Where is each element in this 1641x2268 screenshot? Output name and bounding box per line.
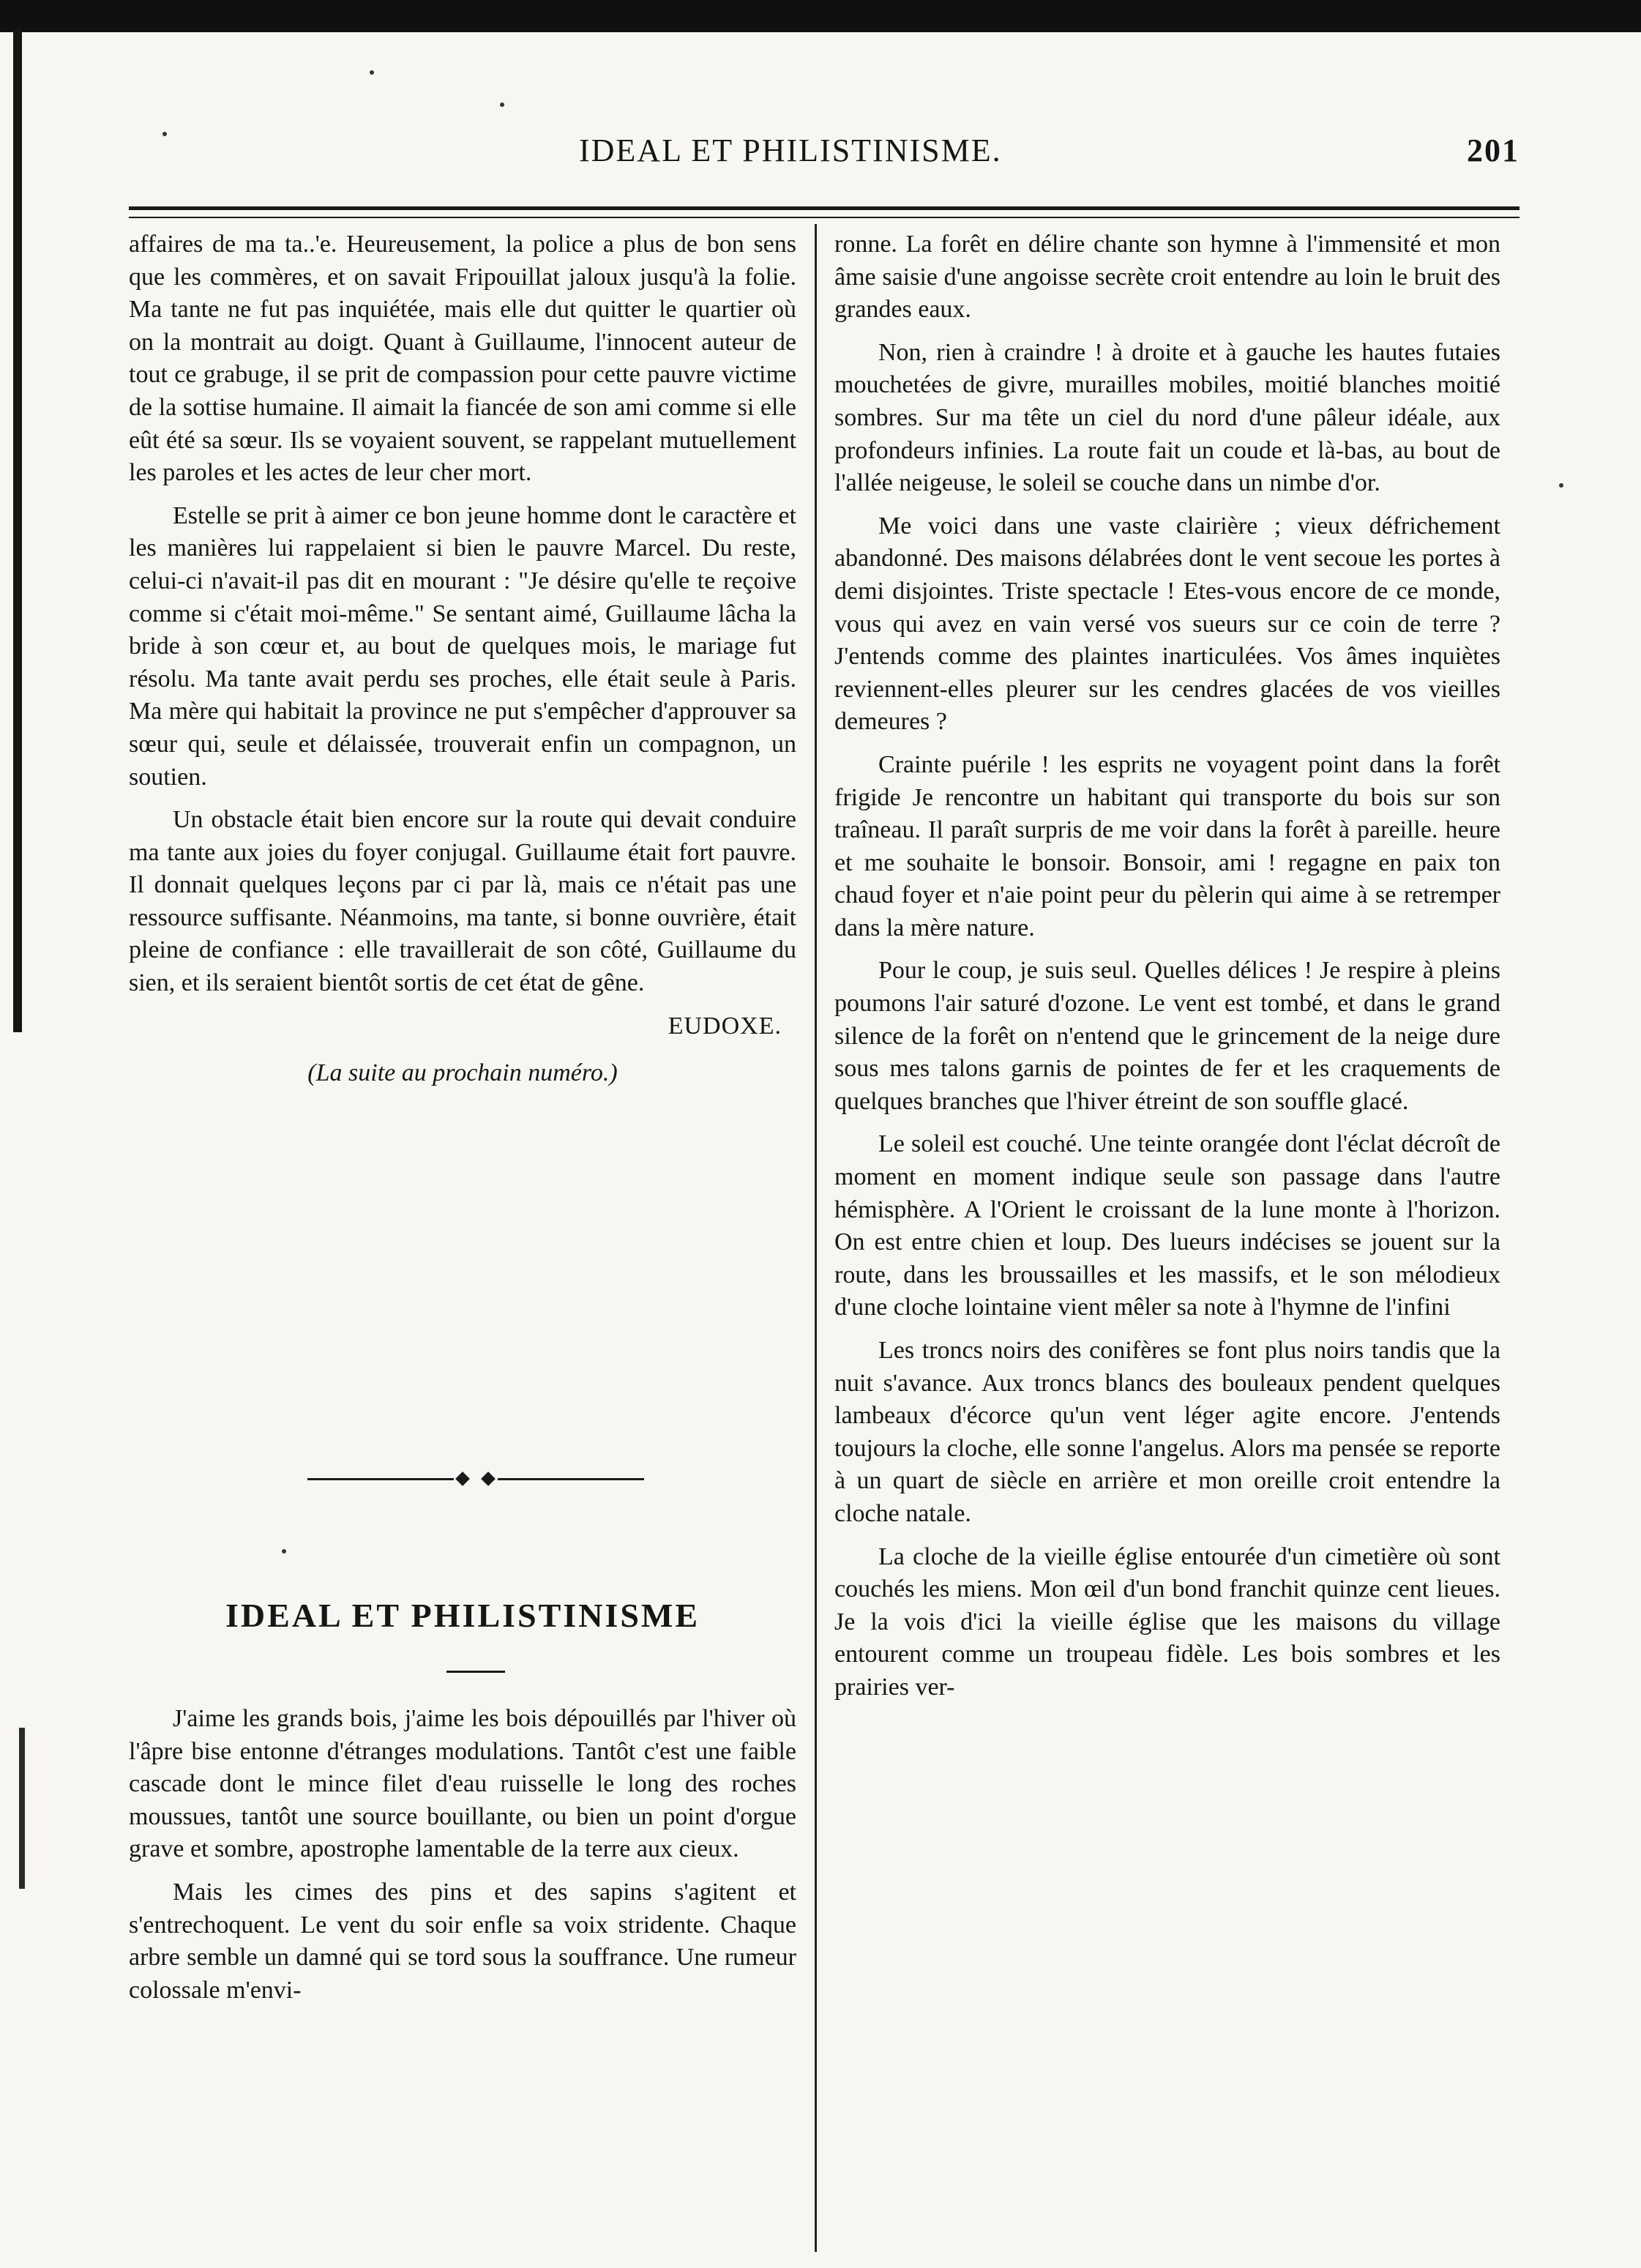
scan-speck <box>370 70 374 75</box>
scan-left-margin-mark-lower <box>19 1728 25 1889</box>
ornament-line <box>307 1478 454 1480</box>
sequel-note: (La suite au prochain numéro.) <box>307 1059 618 1087</box>
section-title: IDEAL ET PHILISTINISME <box>225 1597 700 1634</box>
scan-speck <box>162 132 167 136</box>
ornament-diamond <box>455 1471 470 1486</box>
paragraph: J'aime les grands bois, j'aime les bois dépouillés par l'hiver où l'âpre bise entonne d'étranges modulations. Tantôt c'est une faible cascade dont le mince filet d'eau ruisselle le long des roches moussues, tantôt une source bouillante, ou bien un point d'orgue grave et sombre, apostrophe lamentable de la terre aux cieux. <box>129 1705 796 1863</box>
scan-speck <box>500 102 504 107</box>
paragraph: Mais les cimes des pins et des sapins s'agitent et s'entrechoquent. Le vent du soir enfle sa voix stridente. Chaque arbre semble un damné qui se tord sous la souffrance. Une rumeur colossale m'envi- <box>129 1878 796 2004</box>
scan-speck <box>1559 483 1563 488</box>
column-divider <box>815 224 817 2252</box>
header-double-rule <box>129 206 1519 218</box>
paragraph: affaires de ma ta..'e. Heureusement, la police a plus de bon sens que les commères, et on savait Fripouillat jaloux jusqu'à la folie. Ma tante ne fut pas inquiétée, mais elle dut quitter le quartier où on la montrait au doigt. Quant à Guillaume, l'innocent auteur de tout ce grabuge, il se prit de compassion pour cette pauvre victime de la sottise humaine. Il aimait la fiancée de son ami comme si elle eût été sa sœur. Ils se voyaient souvent, se rappelant mutuellement les paroles et les actes de leur cher mort. <box>129 231 796 487</box>
running-title: IDEAL ET PHILISTINISME. <box>579 133 1002 168</box>
page-header <box>129 132 1519 183</box>
paragraph: Me voici dans une vaste clairière ; vieux défrichement abandonné. Des maisons délabrées dont le vent secoue les portes à demi disjointes. Triste spectacle ! Etes-vous encore de ce monde, vous qui avez en vain versé vos sueurs sur ce coin de terre ? J'entends comme des plaintes inarticulées. Vos âmes inquiètes reviennent-elles pleurer sur les cendres glacées de vos vieilles demeures ? <box>834 512 1500 736</box>
paragraph: Crainte puérile ! les esprits ne voyagent point dans la forêt frigide Je rencontre un habitant qui transporte du bois sur son traîneau. Il paraît surpris de me voir dans la forêt à pareille. heure et me souhaite le bonsoir. Bonsoir, ami ! regagne en paix ton chaud foyer et n'aie point peur du pèlerin qui aime à se retremper dans la mère nature. <box>834 750 1500 941</box>
scan-top-border <box>0 0 1641 32</box>
paragraph: ronne. La forêt en délire chante son hymne à l'immensité et mon âme saisie d'une angoisse secrète croit entendre au loin le bruit des grandes eaux. <box>834 231 1500 324</box>
paragraph: Estelle se prit à aimer ce bon jeune homme dont le caractère et les manières lui rappelaient si bien le pauvre Marcel. Du reste, celui-ci n'avait-il pas dit en mourant : "Je désire qu'elle te reçoive comme si c'était moi-même." Se sentant aimé, Guillaume lâcha la bride à son cœur et, au bout de quelques mois, le mariage fut résolu. Ma tante avait perdu ses proches, elle était seule à Paris. Ma mère qui habitait la province ne put s'empêcher d'approuver sa sœur qui, seule et délaissée, trouverait enfin un compagnon, un soutien. <box>129 501 796 791</box>
scan-left-margin-mark <box>13 29 22 1032</box>
paragraph: Un obstacle était bien encore sur la route qui devait conduire ma tante aux joies du foyer conjugal. Guillaume était fort pauvre. Il donnait quelques leçons par ci par là, mais ce n'était pas une ressource suffisante. Néanmoins, ma tante, si bonne ouvrière, était pleine de confiance : elle travaillerait de son côté, Guillaume du sien, et ils seraient bientôt sortis de cet état de gêne. <box>129 806 796 997</box>
paragraph: Les troncs noirs des conifères se font plus noirs tandis que la nuit s'avance. Aux troncs blancs des bouleaux pendent quelques lambeaux d'écorce qu'un vent léger agite encore. J'entends toujours la cloche, elle sonne l'angelus. Alors ma pensée se reporte à un quart de siècle en arrière et mon oreille croit entendre la cloche natale. <box>834 1337 1500 1527</box>
right-column <box>834 228 1500 1715</box>
title-short-rule <box>446 1671 505 1673</box>
section-ornament <box>307 1471 644 1486</box>
ornament-diamond <box>481 1471 496 1486</box>
paragraph: La cloche de la vieille église entourée d'un cimetière où sont couchés les miens. Mon œil d'un bond franchit quinze cent lieues. Je la vois d'ici la vieille église que les maisons du village entourent comme un troupeau fidèle. Les bois sombres et les prairies ver- <box>834 1543 1500 1701</box>
paragraph: Non, rien à craindre ! à droite et à gauche les hautes futaies mouchetées de givre, murailles mobiles, moitié blanches moitié sombres. Sur ma tête un ciel du nord d'une pâleur idéale, aux profondeurs infinies. La route fait un coude et là-bas, au bout de l'allée neigeuse, le soleil se couche dans un nimbe d'or. <box>834 338 1500 497</box>
paragraph: Pour le coup, je suis seul. Quelles délices ! Je respire à pleins poumons l'air saturé d'ozone. Le vent est tombé, et dans le grand silence de la forêt on n'entend que le grincement de la neige dure sous mes talons garnis de pointes de fer et les craquements de quelques branches que l'hiver étreint de son souffle glacé. <box>834 957 1500 1115</box>
ornament-line <box>498 1478 644 1480</box>
scan-speck <box>282 1549 286 1553</box>
section-body <box>129 1703 796 2017</box>
author-signature: EUDOXE. <box>668 1012 782 1040</box>
page-number: 201 <box>1467 133 1519 168</box>
left-column <box>129 228 796 1090</box>
paragraph: Le soleil est couché. Une teinte orangée dont l'éclat décroît de moment en moment indique seule son passage dans l'autre hémisphère. A l'Orient le croissant de la lune monte à l'horizon. On est entre chien et loup. Des lueurs indécises se jouent sur la route, dans les broussailles et les massifs, et le son mélodieux d'une cloche lointaine vient mêler sa note à l'hymne de l'infini <box>834 1130 1500 1321</box>
